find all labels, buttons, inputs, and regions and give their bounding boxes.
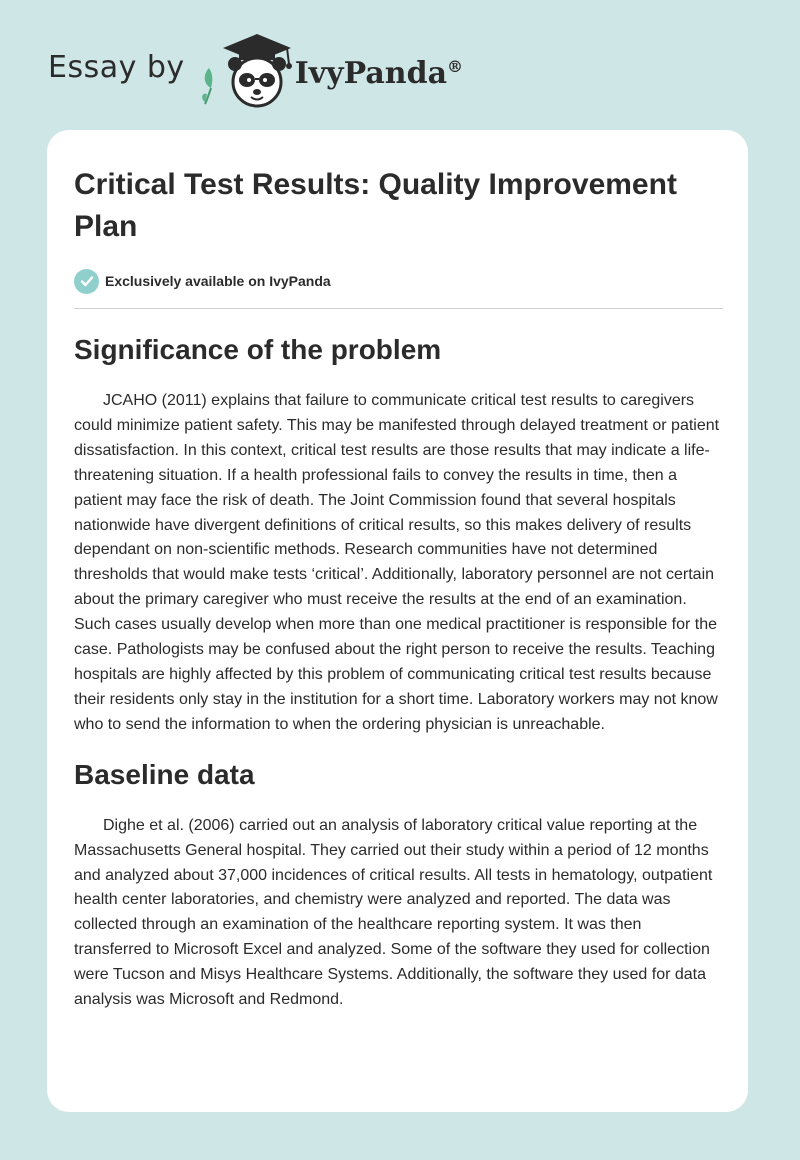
title-divider: [74, 308, 723, 309]
article-title: Critical Test Results: Quality Improvement Plan: [74, 168, 677, 243]
check-icon: [74, 269, 99, 294]
exclusive-label: Exclusively available on IvyPanda: [105, 273, 331, 289]
exclusive-badge: [74, 268, 723, 294]
article-card: [47, 130, 748, 1112]
section-paragraph-baseline: Dighe et al. (2006) carried out an analysis of laboratory critical value reporting at the Massachusetts General hospital. They carried out their study within a period of 12 months and analyzed about 37,000 incidences of critical results. All tests in hematology, outpatient health center laboratories, and chemistry were analyzed and reported. The data was collected through an examination of the healthcare reporting system. It was then transferred to Microsoft Excel and analyzed. Some of the software they used for collection were Tucson and Misys Healthcare Systems. Additionally, the software they used for data analysis was Microsoft and Redmond.: [74, 816, 713, 1009]
section-paragraph-significance: JCAHO (2011) explains that failure to communicate critical test results to caregivers could minimize patient safety. This may be manifested through delayed treatment or patient dissatisfaction. In this context, critical test results are those results that may indicate a life-threatening situation. If a health professional fails to convey the results in time, then a patient may face the risk of death. The Joint Commission found that several hospitals nationwide have divergent definitions of critical results, so this makes delivery of results dependant on non-scientific methods. Research communities have not determined thresholds that would make tests ‘critical’. Additionally, laboratory personnel are not certain about the primary caregiver who must receive the results at the end of an examination. Such cases usually develop when more than one medical practitioner is responsible for the case. Pathologists may be confused about the right person to receive the results. Teaching hospitals are highly affected by this problem of communicating critical test results because their residents only stay in the institution for a short time. Laboratory workers may not know who to send the information to when the ordering physician is unreachable.: [74, 392, 720, 733]
section-heading-baseline: Baseline data: [74, 758, 255, 790]
registered-mark: ®: [447, 56, 464, 76]
essay-by-label: Essay by: [48, 49, 185, 85]
section-heading-significance: Significance of the problem: [74, 334, 442, 365]
site-header: [48, 30, 463, 110]
ivy-leaf-icon: [202, 68, 212, 104]
panda-logo-icon[interactable]: [199, 30, 295, 110]
article-content: [74, 164, 723, 1013]
brand-name[interactable]: IvyPanda®: [294, 55, 464, 91]
